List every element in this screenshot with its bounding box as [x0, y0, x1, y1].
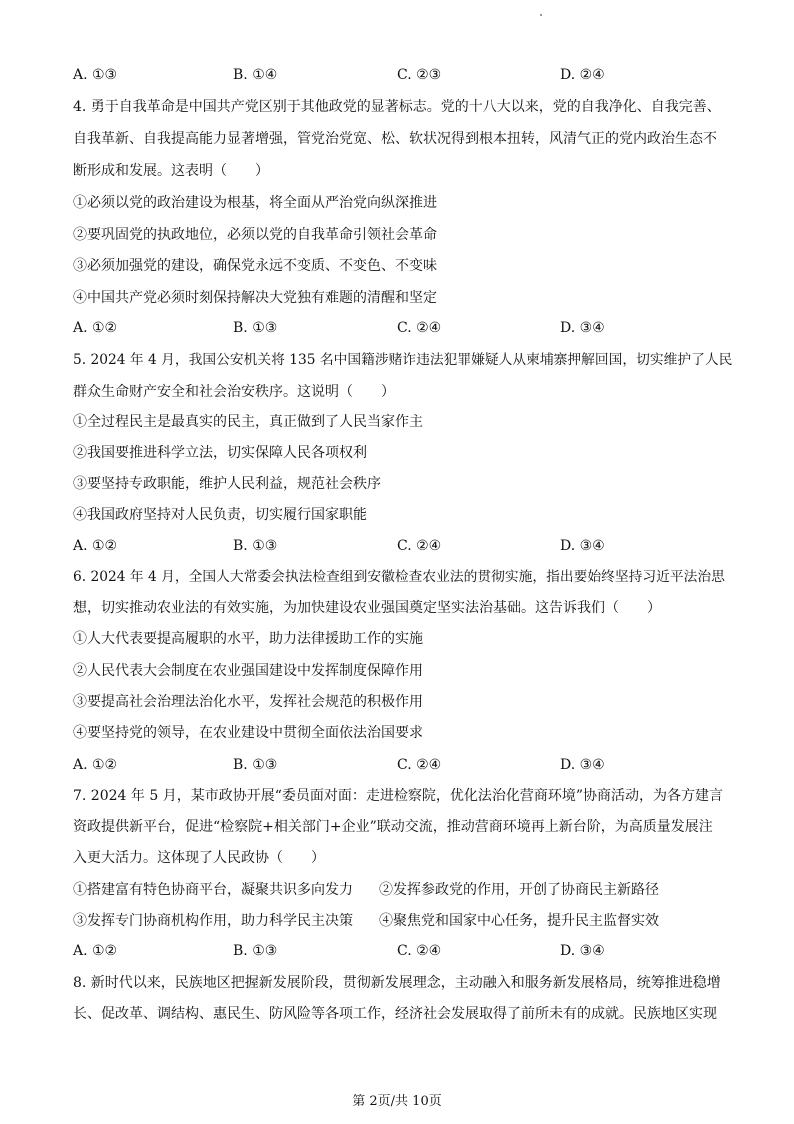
q6-option-c[interactable]: C. ②④ — [397, 757, 442, 773]
q6-statement-4: ④要坚持党的领导，在农业建设中贯彻全面依法治国要求 — [73, 725, 423, 741]
q6-stem-line-2: 想，切实推动农业法的有效实施，为加快建设农业强国奠定坚实法治基础。这告诉我们（ ） — [73, 600, 661, 616]
q7-stem-line-2: 资政提供新平台，促进“检察院+相关部门+企业”联动交流，推动营商环境再上新台阶，为高质量发展注 — [73, 819, 713, 835]
q6-option-b[interactable]: B. ①③ — [233, 757, 278, 773]
q5-statement-4: ④我国政府坚持对人民负责，切实履行国家职能 — [73, 507, 367, 523]
q7-option-c[interactable]: C. ②④ — [397, 943, 442, 959]
q7-option-a[interactable]: A. ①② — [73, 943, 118, 959]
q5-statement-3: ③要坚持专政职能，维护人民利益，规范社会秩序 — [73, 476, 381, 492]
scan-dot — [540, 14, 542, 16]
q7-statements-row-2 — [73, 911, 733, 931]
q7-statements-row-1 — [73, 880, 733, 900]
q4-statement-3: ③必须加强党的建设，确保党永远不变质、不变色、不变味 — [73, 258, 437, 274]
q4-statement-1: ①必须以党的政治建设为根基，将全面从严治党向纵深推进 — [73, 195, 437, 211]
q7-statement-4: ④聚焦党和国家中心任务，提升民主监督实效 — [379, 913, 659, 929]
q7-stem-line-3: 入更大活力。这体现了人民政协（ ） — [73, 850, 325, 866]
q4-stem-line-1: 4. 勇于自我革命是中国共产党区别于其他政党的显著标志。党的十八大以来，党的自我净化、自我完善、 — [73, 99, 721, 115]
q6-option-d[interactable]: D. ③④ — [560, 757, 605, 773]
q4-option-c[interactable]: C. ②④ — [397, 320, 442, 336]
q8-stem-line-2: 长、促改革、调结构、惠民生、防风险等各项工作，经济社会发展取得了前所未有的成就。民族地区实现 — [73, 1006, 717, 1022]
q7-statement-1: ①搭建富有特色协商平台，凝聚共识多向发力 — [73, 882, 353, 898]
q4-statement-4: ④中国共产党必须时刻保持解决大党独有难题的清醒和坚定 — [73, 290, 437, 306]
q6-stem-line-1: 6. 2024 年 4 月，全国人大常委会执法检查组到安徽检查农业法的贯彻实施，指出要始终坚持习近平法治思 — [73, 569, 725, 585]
q4-option-d[interactable]: D. ③④ — [560, 320, 605, 336]
q7-statement-2: ②发挥参政党的作用，开创了协商民主新路径 — [379, 882, 659, 898]
q4-options — [73, 318, 733, 338]
page-number: 第 2页/共 10页 — [352, 1094, 442, 1109]
q7-statement-3: ③发挥专门协商机构作用，助力科学民主决策 — [73, 913, 353, 929]
q7-option-d[interactable]: D. ③④ — [560, 943, 605, 959]
q6-statement-1: ①人大代表要提高履职的水平，助力法律援助工作的实施 — [73, 631, 423, 647]
q7-options — [73, 941, 733, 961]
q5-option-a[interactable]: A. ①② — [73, 538, 118, 554]
q4-statement-2: ②要巩固党的执政地位，必须以党的自我革命引领社会革命 — [73, 227, 437, 243]
q5-option-c[interactable]: C. ②④ — [397, 538, 442, 554]
prev-question-options — [73, 65, 733, 85]
q4-option-a[interactable]: A. ①② — [73, 320, 118, 336]
q5-statement-1: ①全过程民主是最真实的民主，真正做到了人民当家作主 — [73, 414, 423, 430]
q4-stem-line-2: 自我革新、自我提高能力显著增强，管党治党宽、松、软状况得到根本扭转，风清气正的党内政治生态不 — [73, 131, 717, 147]
q6-statement-3: ③要提高社会治理法治化水平，发挥社会规范的积极作用 — [73, 694, 423, 710]
option-c[interactable]: C. ②③ — [397, 67, 442, 83]
q8-stem-line-1: 8. 新时代以来，民族地区把握新发展阶段，贯彻新发展理念，主动融入和服务新发展格局，统筹推进稳增 — [73, 975, 721, 991]
q5-option-b[interactable]: B. ①③ — [233, 538, 278, 554]
option-b[interactable]: B. ①④ — [233, 67, 278, 83]
q6-option-a[interactable]: A. ①② — [73, 757, 118, 773]
q5-options — [73, 536, 733, 556]
q7-stem-line-1: 7. 2024 年 5 月，某市政协开展“委员面对面：走进检察院，优化法治化营商环境”协商活动，为各方建言 — [73, 788, 724, 804]
q4-option-b[interactable]: B. ①③ — [233, 320, 278, 336]
q5-stem-line-2: 群众生命财产安全和社会治安秩序。这说明（ ） — [73, 384, 395, 400]
q7-option-b[interactable]: B. ①③ — [233, 943, 278, 959]
q5-statement-2: ②我国要推进科学立法，切实保障人民各项权利 — [73, 445, 367, 461]
option-a[interactable]: A. ①③ — [73, 67, 118, 83]
q6-options — [73, 755, 733, 775]
option-d[interactable]: D. ②④ — [560, 67, 605, 83]
q5-option-d[interactable]: D. ③④ — [560, 538, 605, 554]
q5-stem-line-1: 5. 2024 年 4 月，我国公安机关将 135 名中国籍涉赌诈违法犯罪嫌疑人从柬埔寨押解回国，切实维护了人民 — [73, 352, 733, 368]
q6-statement-2: ②人民代表大会制度在农业强国建设中发挥制度保障作用 — [73, 663, 423, 679]
q4-stem-line-3: 断形成和发展。这表明（ ） — [73, 163, 269, 179]
